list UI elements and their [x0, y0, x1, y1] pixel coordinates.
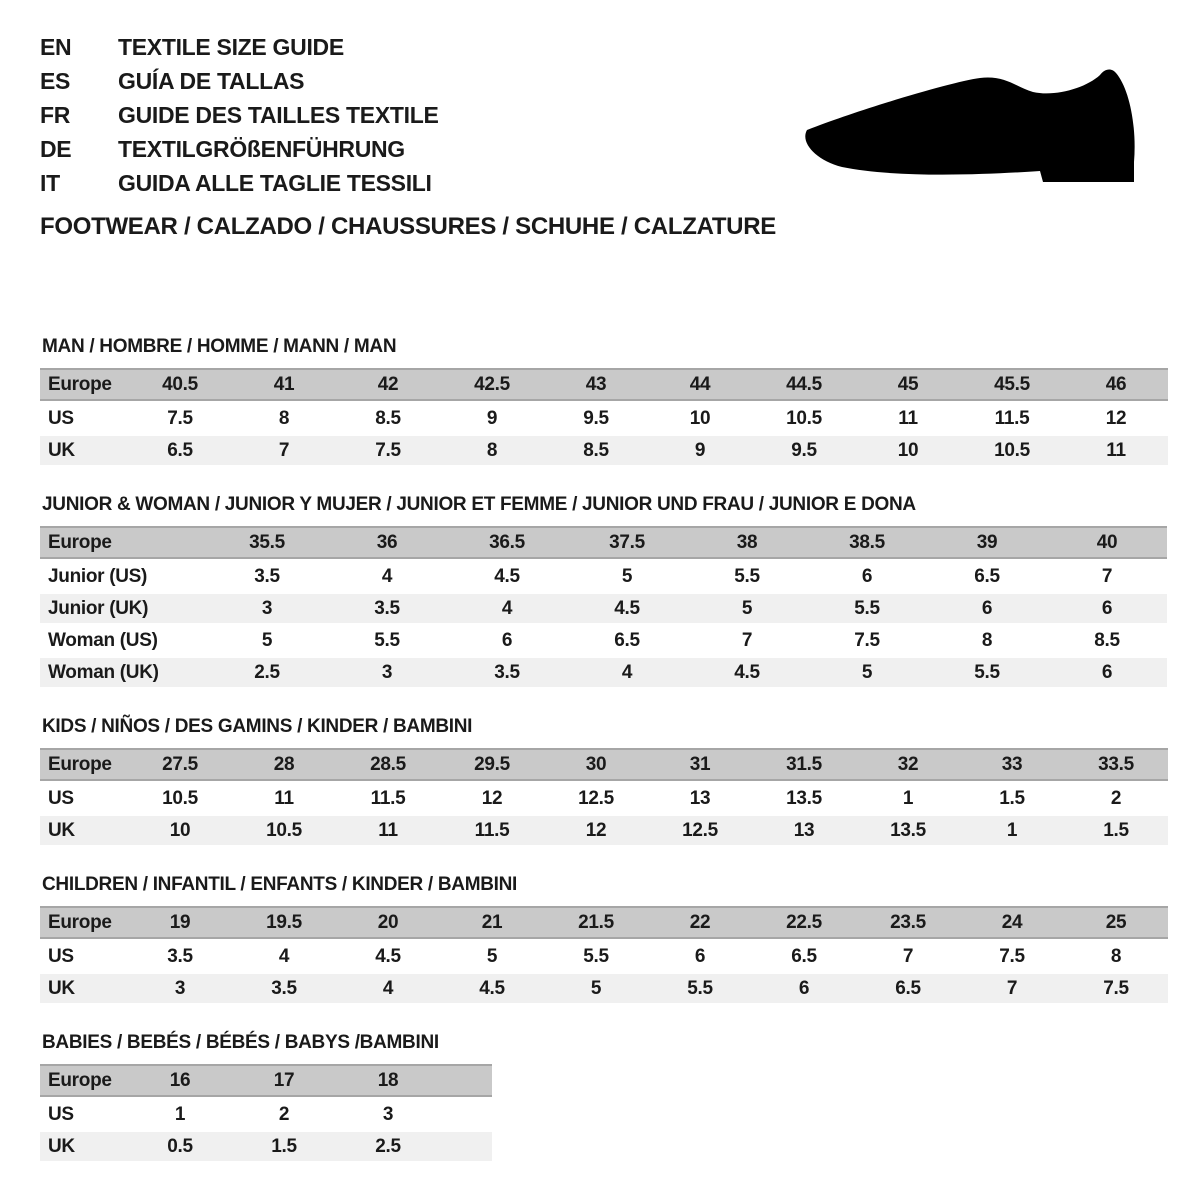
size-cell: 4.5: [567, 594, 687, 623]
language-title: TEXTILE SIZE GUIDE: [118, 34, 344, 60]
size-cell: 0.5: [128, 1132, 232, 1161]
language-code: EN: [40, 34, 72, 60]
size-cell: 5.5: [374, 629, 400, 651]
size-table: [40, 523, 1167, 690]
size-cell: 6.5: [614, 629, 640, 651]
size-cell: 30: [544, 748, 648, 781]
size-cell: 10: [856, 436, 960, 465]
size-cell: 3.5: [327, 594, 447, 623]
size-cell: 4: [567, 658, 687, 687]
row-label: US: [48, 945, 74, 967]
row-label: Europe: [40, 368, 128, 401]
size-cell: 10: [128, 816, 232, 845]
size-cell: 22: [648, 906, 752, 939]
size-cell: 38.5: [807, 526, 927, 559]
size-cell: 11: [274, 787, 294, 809]
size-cell: 11.5: [994, 407, 1030, 429]
size-cell: 35.5: [207, 526, 327, 559]
size-table: [40, 365, 1168, 468]
table-row: [40, 562, 1167, 591]
size-cell: 45: [856, 368, 960, 401]
size-cell: 7: [232, 436, 336, 465]
size-cell: 4: [336, 974, 440, 1003]
size-cell: 19: [128, 906, 232, 939]
size-cell: 12: [1105, 407, 1127, 429]
size-cell: 46: [1064, 368, 1168, 401]
language-title: GUIDA ALLE TAGLIE TESSILI: [118, 170, 432, 196]
size-cell: 8.5: [1094, 629, 1120, 651]
size-cell: 16: [128, 1064, 232, 1097]
table-row: [40, 748, 1168, 781]
size-cell: 28.5: [336, 748, 440, 781]
row-label: UK: [40, 436, 128, 465]
size-cell: 6: [1047, 594, 1167, 623]
table-row: [40, 816, 1168, 845]
table-row: [40, 626, 1167, 655]
size-cell: 7.5: [999, 945, 1025, 967]
size-cell: 6: [752, 974, 856, 1003]
size-table-section: [40, 716, 1170, 848]
size-cell: 42: [336, 368, 440, 401]
size-cell: 4: [278, 945, 290, 967]
section-title: CHILDREN / INFANTIL / ENFANTS / KINDER / BAMBINI: [42, 874, 518, 895]
size-cell: 27.5: [128, 748, 232, 781]
size-cell: 2: [1110, 787, 1122, 809]
language-code: DE: [40, 136, 72, 162]
section-title: JUNIOR & WOMAN / JUNIOR Y MUJER / JUNIOR ET FEMME / JUNIOR UND FRAU / JUNIOR E DONA: [42, 494, 916, 515]
spacer-cell: [440, 1064, 492, 1097]
size-cell: 13: [752, 816, 856, 845]
size-cell: 6.5: [974, 565, 1000, 587]
size-tables-container: [40, 336, 1170, 1164]
size-cell: 3.5: [447, 658, 567, 687]
size-cell: 21: [440, 906, 544, 939]
size-cell: 33.5: [1064, 748, 1168, 781]
size-cell: 3: [128, 974, 232, 1003]
size-cell: 7.5: [854, 629, 880, 651]
size-cell: 12: [481, 787, 503, 809]
size-cell: 22.5: [752, 906, 856, 939]
table-row: [40, 784, 1168, 813]
size-cell: 23.5: [856, 906, 960, 939]
size-cell: 5: [486, 945, 498, 967]
size-table-section: [40, 336, 1170, 468]
size-cell: 1.5: [1064, 816, 1168, 845]
size-cell: 8: [278, 407, 290, 429]
size-table: [40, 1061, 492, 1164]
row-label: Europe: [40, 906, 128, 939]
size-cell: 7: [902, 945, 914, 967]
size-cell: 11.5: [440, 816, 544, 845]
size-cell: 7.5: [1064, 974, 1168, 1003]
size-cell: 8.5: [544, 436, 648, 465]
table-row: [40, 594, 1167, 623]
size-cell: 2: [278, 1103, 290, 1125]
language-code: ES: [40, 68, 71, 94]
size-cell: 37.5: [567, 526, 687, 559]
size-cell: 4.5: [375, 945, 401, 967]
size-cell: 11: [898, 407, 918, 429]
size-cell: 3.5: [232, 974, 336, 1003]
size-cell: 10.5: [162, 787, 198, 809]
spacer-cell: [440, 1132, 492, 1161]
size-cell: 12.5: [578, 787, 614, 809]
size-cell: 8: [981, 629, 993, 651]
size-cell: 5.5: [807, 594, 927, 623]
size-cell: 9.5: [752, 436, 856, 465]
size-cell: 31.5: [752, 748, 856, 781]
row-label: Junior (UK): [40, 594, 207, 623]
size-cell: 1: [960, 816, 1064, 845]
size-cell: 13: [689, 787, 711, 809]
size-cell: 18: [336, 1064, 440, 1097]
size-cell: 4.5: [687, 658, 807, 687]
size-cell: 6: [861, 565, 873, 587]
size-cell: 36: [327, 526, 447, 559]
size-cell: 6: [1047, 658, 1167, 687]
size-cell: 5.5: [583, 945, 609, 967]
table-row: [40, 942, 1168, 971]
size-cell: 13.5: [856, 816, 960, 845]
size-cell: 8: [1110, 945, 1122, 967]
size-cell: 32: [856, 748, 960, 781]
size-cell: 10.5: [232, 816, 336, 845]
size-cell: 8: [440, 436, 544, 465]
size-cell: 11: [1064, 436, 1168, 465]
size-cell: 44.5: [752, 368, 856, 401]
size-cell: 13.5: [786, 787, 822, 809]
size-cell: 9: [648, 436, 752, 465]
size-cell: 4.5: [494, 565, 520, 587]
size-cell: 8.5: [375, 407, 401, 429]
size-cell: 7: [960, 974, 1064, 1003]
size-cell: 3.5: [254, 565, 280, 587]
size-cell: 7.5: [336, 436, 440, 465]
size-table-section: [40, 1032, 1170, 1164]
table-row: [40, 436, 1168, 465]
table-row: [40, 1132, 492, 1161]
row-label: US: [48, 787, 74, 809]
row-label: UK: [40, 816, 128, 845]
row-label: UK: [40, 974, 128, 1003]
size-cell: 6.5: [128, 436, 232, 465]
size-cell: 9: [486, 407, 498, 429]
size-cell: 7.5: [167, 407, 193, 429]
table-row: [40, 658, 1167, 687]
size-cell: 12: [544, 816, 648, 845]
section-title: BABIES / BEBÉS / BÉBÉS / BABYS /BAMBINI: [42, 1032, 439, 1053]
size-cell: 40: [1047, 526, 1167, 559]
size-cell: 21.5: [544, 906, 648, 939]
size-cell: 43: [544, 368, 648, 401]
language-title: GUÍA DE TALLAS: [118, 68, 305, 94]
size-cell: 42.5: [440, 368, 544, 401]
table-row: [40, 404, 1168, 433]
row-label: Europe: [40, 526, 207, 559]
size-cell: 9.5: [583, 407, 609, 429]
row-label: Woman (US): [48, 629, 158, 651]
row-label: Woman (UK): [40, 658, 207, 687]
size-table: [40, 745, 1168, 848]
size-cell: 1: [174, 1103, 186, 1125]
size-cell: 20: [336, 906, 440, 939]
size-cell: 6: [927, 594, 1047, 623]
row-label: US: [48, 1103, 74, 1125]
size-cell: 24: [960, 906, 1064, 939]
table-row: [40, 526, 1167, 559]
size-cell: 38: [687, 526, 807, 559]
size-cell: 6.5: [791, 945, 817, 967]
table-row: [40, 906, 1168, 939]
size-cell: 4: [447, 594, 567, 623]
row-label: US: [48, 407, 74, 429]
category-line: FOOTWEAR / CALZADO / CHAUSSURES / SCHUHE / CALZATURE: [40, 213, 776, 240]
row-label: Europe: [40, 748, 128, 781]
row-label: Junior (US): [48, 565, 148, 587]
size-cell: 10.5: [960, 436, 1064, 465]
size-table-section: [40, 874, 1170, 1006]
size-cell: 33: [960, 748, 1064, 781]
size-cell: 31: [648, 748, 752, 781]
size-cell: 29.5: [440, 748, 544, 781]
size-cell: 28: [232, 748, 336, 781]
size-cell: 1.5: [999, 787, 1025, 809]
size-cell: 10.5: [786, 407, 822, 429]
size-cell: 36.5: [447, 526, 567, 559]
size-cell: 3: [382, 1103, 394, 1125]
size-table: [40, 903, 1168, 1006]
language-code: FR: [40, 102, 71, 128]
size-cell: 2.5: [336, 1132, 440, 1161]
size-cell: 19.5: [232, 906, 336, 939]
size-cell: 4: [381, 565, 393, 587]
size-cell: 11.5: [370, 787, 406, 809]
size-cell: 3.5: [167, 945, 193, 967]
language-title: TEXTILGRÖßENFÜHRUNG: [118, 136, 405, 162]
size-cell: 17: [232, 1064, 336, 1097]
size-cell: 12.5: [648, 816, 752, 845]
size-cell: 5.5: [648, 974, 752, 1003]
size-cell: 5: [544, 974, 648, 1003]
row-label: Europe: [40, 1064, 128, 1097]
table-row: [40, 1064, 492, 1097]
size-cell: 3: [327, 658, 447, 687]
section-title: KIDS / NIÑOS / DES GAMINS / KINDER / BAMBINI: [42, 716, 473, 737]
size-cell: 5.5: [927, 658, 1047, 687]
size-cell: 45.5: [960, 368, 1064, 401]
size-cell: 7: [741, 629, 753, 651]
size-cell: 7: [1101, 565, 1113, 587]
language-row-en: [40, 30, 1170, 64]
size-cell: 39: [927, 526, 1047, 559]
language-code: IT: [40, 170, 60, 196]
size-cell: 2.5: [207, 658, 327, 687]
size-cell: 1.5: [232, 1132, 336, 1161]
size-cell: 40.5: [128, 368, 232, 401]
language-title: GUIDE DES TAILLES TEXTILE: [118, 102, 439, 128]
table-row: [40, 368, 1168, 401]
size-table-section: [40, 494, 1170, 690]
size-cell: 41: [232, 368, 336, 401]
size-cell: 5: [807, 658, 927, 687]
table-row: [40, 974, 1168, 1003]
size-cell: 11: [336, 816, 440, 845]
size-cell: 5.5: [734, 565, 760, 587]
size-cell: 4.5: [440, 974, 544, 1003]
size-cell: 5: [261, 629, 273, 651]
spacer-cell: [440, 1100, 492, 1129]
size-cell: 10: [689, 407, 711, 429]
row-label: UK: [40, 1132, 128, 1161]
size-cell: 5: [687, 594, 807, 623]
size-cell: 6: [694, 945, 706, 967]
size-cell: 25: [1064, 906, 1168, 939]
size-cell: 6.5: [856, 974, 960, 1003]
size-cell: 5: [621, 565, 633, 587]
size-cell: 1: [902, 787, 914, 809]
size-cell: 44: [648, 368, 752, 401]
table-row: [40, 1100, 492, 1129]
shoe-silhouette-icon: [800, 66, 1140, 188]
section-title: MAN / HOMBRE / HOMME / MANN / MAN: [42, 336, 397, 357]
size-cell: 6: [501, 629, 513, 651]
size-cell: 3: [207, 594, 327, 623]
